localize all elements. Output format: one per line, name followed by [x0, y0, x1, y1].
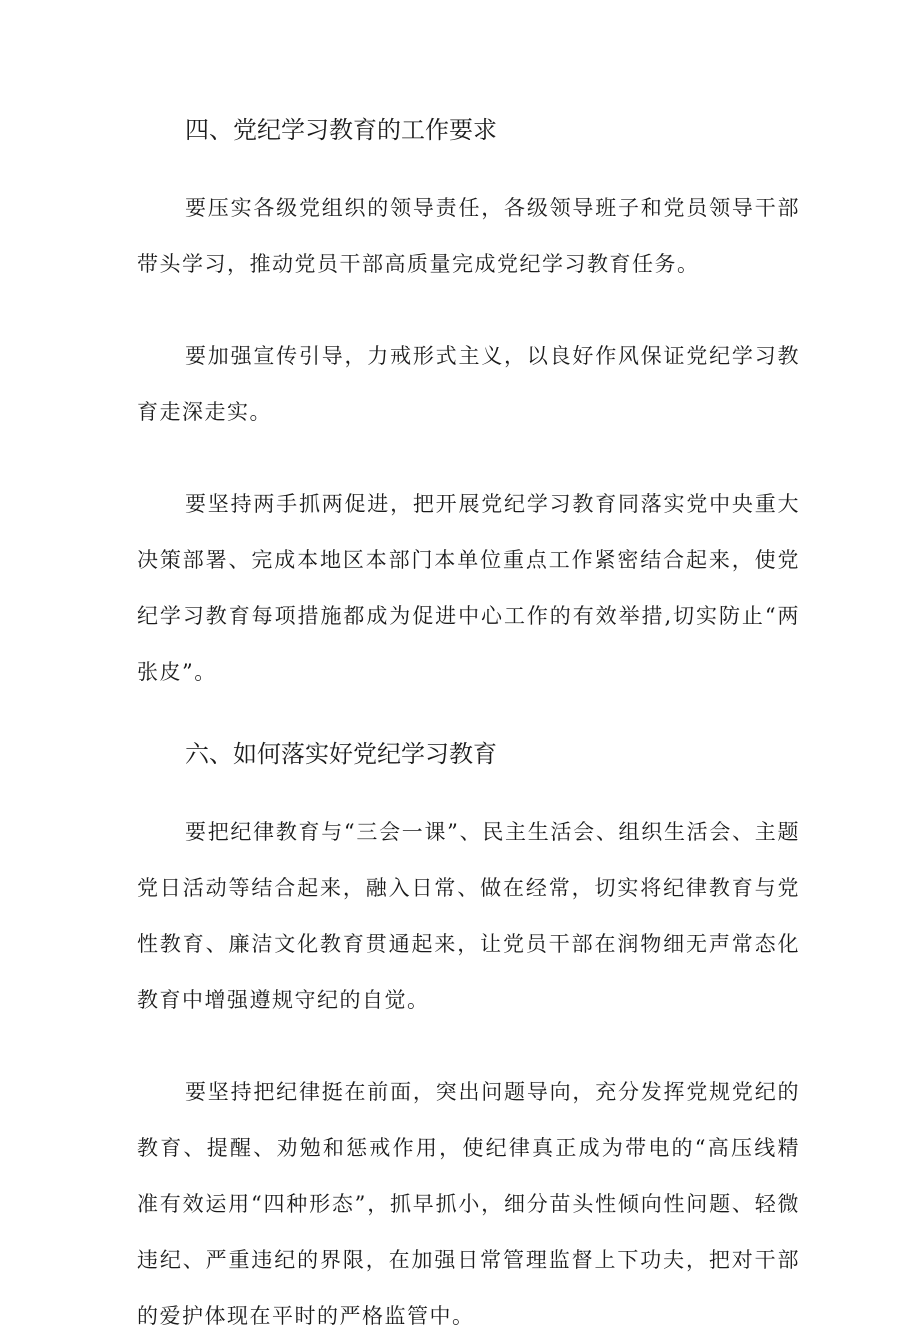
paragraph: 要压实各级党组织的领导责任，各级领导班子和党员领导干部带头学习，推动党员干部高质量完成党纪学习教育任务。	[137, 196, 800, 276]
paragraph: 要加强宣传引导，力戒形式主义，以良好作风保证党纪学习教育走深走实。	[137, 344, 800, 424]
section-heading-4: 四、党纪学习教育的工作要求	[185, 116, 497, 144]
paragraph: 要坚持把纪律挺在前面，突出问题导向，充分发挥党规党纪的教育、提醒、劝勉和惩戒作用，使纪律真正成为带电的“高压线精准有效运用“四种形态”，抓早抓小，细分苗头性倾向性问题、轻微违纪、严重违纪的界限，在加强日常管理监督上下功夫，把对干部的爱护体现在平时的严格监管中。	[137, 1080, 800, 1328]
paragraph: 要把纪律教育与“三会一课”、民主生活会、组织生活会、主题党日活动等结合起来，融入日常、做在经常，切实将纪律教育与党性教育、廉洁文化教育贯通起来，让党员干部在润物细无声常态化教育中增强遵规守纪的自觉。	[137, 820, 800, 1012]
paragraph: 要坚持两手抓两促进，把开展党纪学习教育同落实党中央重大决策部署、完成本地区本部门本单位重点工作紧密结合起来，使党纪学习教育每项措施都成为促进中心工作的有效举措,切实防止“两张皮”。	[137, 492, 800, 684]
section-heading-6: 六、如何落实好党纪学习教育	[185, 740, 497, 768]
